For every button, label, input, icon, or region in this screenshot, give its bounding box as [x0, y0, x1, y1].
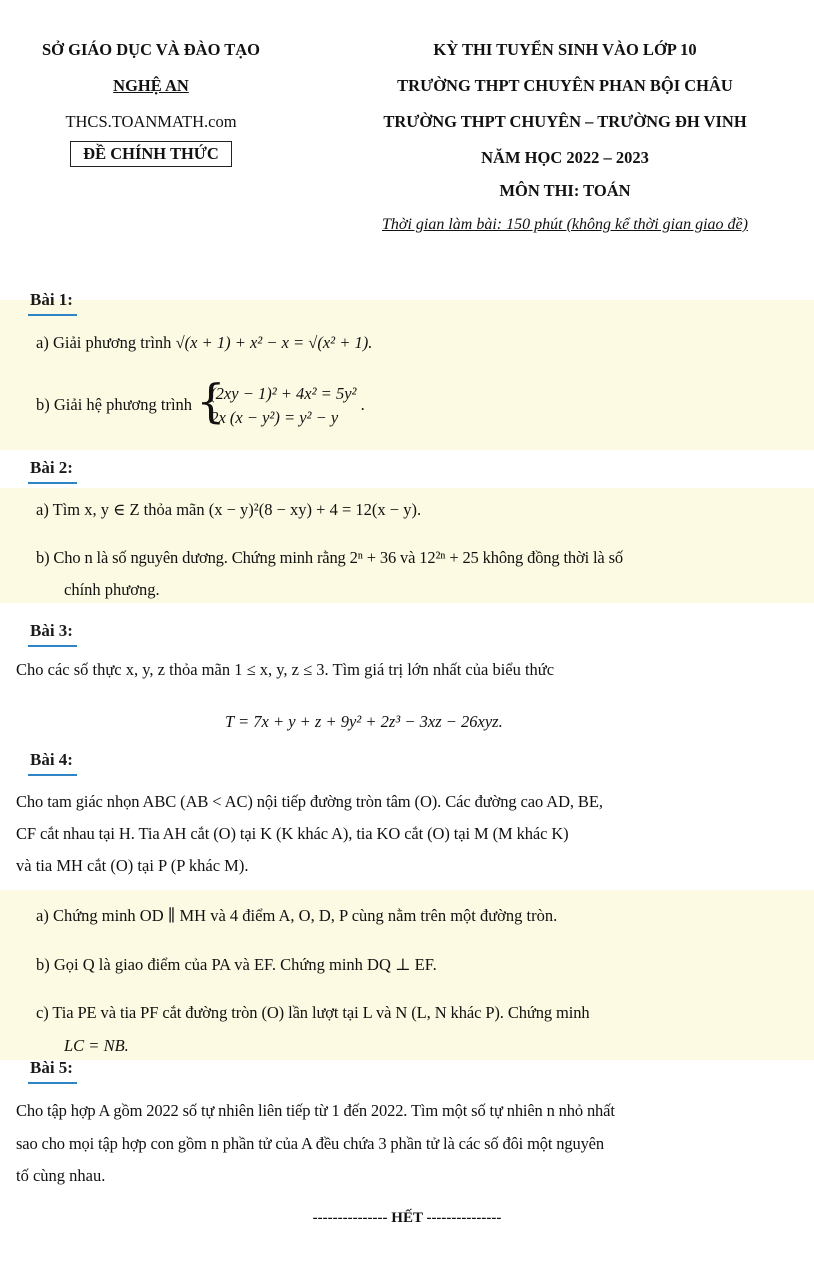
bai4-title: Bài 4: — [30, 750, 73, 769]
bai2-title: Bài 2: — [30, 458, 73, 477]
website-label: THCS.TOANMATH.com — [65, 112, 237, 131]
bai3-title: Bài 3: — [30, 621, 73, 640]
bai4-statement-line3: và tia MH cắt (O) tại P (P khác M). — [16, 856, 249, 875]
bai2-part-b-line2: chính phương. — [64, 580, 160, 599]
bai4-statement-line2: CF cắt nhau tại H. Tia AH cắt (O) tại K (K khác A), tia KO cắt (O) tại M (M khác K) — [16, 824, 569, 843]
bai4-part-b: b) Gọi Q là giao điểm của PA và EF. Chứng minh DQ ⊥ EF. — [36, 955, 437, 974]
exam-header — [0, 0, 814, 250]
bai1-a-equation: √(x + 1) + x² − x = √(x² + 1). — [175, 333, 373, 352]
exam-title: KỲ THI TUYỂN SINH VÀO LỚP 10 — [433, 40, 697, 59]
subject-title: MÔN THI: TOÁN — [499, 181, 631, 200]
department-name: SỞ GIÁO DỤC VÀ ĐÀO TẠO — [41, 40, 261, 59]
province-name: NGHỆ AN — [113, 76, 189, 95]
bai2-part-a: a) Tìm x, y ∈ Z thỏa mãn (x − y)²(8 − xy) + 4 = 12(x − y). — [36, 500, 422, 519]
bai5-statement-line1: Cho tập hợp A gồm 2022 số tự nhiên liên tiếp từ 1 đến 2022. Tìm một số tự nhiên n nhỏ nhất — [16, 1101, 615, 1120]
bai3-statement: Cho các số thực x, y, z thỏa mãn 1 ≤ x, y, z ≤ 3. Tìm giá trị lớn nhất của biểu thức — [16, 660, 555, 679]
bai3-formula: T = 7x + y + z + 9y² + 2z³ − 3xz − 26xyz. — [225, 712, 503, 731]
bai4-statement-line1: Cho tam giác nhọn ABC (AB < AC) nội tiếp đường tròn tâm (O). Các đường cao AD, BE, — [16, 792, 603, 811]
bai1-title: Bài 1: — [30, 290, 73, 309]
end-marker: --------------- HẾT --------------- — [312, 1210, 502, 1226]
bai1-equation-2: 2x (x − y²) = y² − y — [210, 408, 339, 427]
time-allowed: Thời gian làm bài: 150 phút (không kể thời gian giao đề) — [382, 216, 748, 233]
bai2-part-b-line1: b) Cho n là số nguyên dương. Chứng minh rằng 2ⁿ + 36 và 12²ⁿ + 25 không đồng thời là số — [36, 548, 623, 567]
bai1-equation-system — [196, 374, 357, 430]
bai1-equation-1: (2xy − 1)² + 4x² = 5y² — [210, 384, 357, 403]
bai4-part-a: a) Chứng minh OD ∥ MH và 4 điểm A, O, D, P cùng nằm trên một đường tròn. — [36, 906, 558, 925]
bai4-part-c-line2: LC = NB. — [64, 1036, 129, 1055]
school-name-1: TRƯỜNG THPT CHUYÊN PHAN BỘI CHÂU — [397, 76, 733, 95]
bai1-part-a — [36, 333, 372, 353]
bai1-b-end: . — [360, 394, 365, 414]
bai5-statement-line3: tố cùng nhau. — [16, 1166, 106, 1185]
school-year: NĂM HỌC 2022 – 2023 — [481, 148, 649, 167]
school-name-2: TRƯỜNG THPT CHUYÊN – TRƯỜNG ĐH VINH — [383, 112, 747, 131]
bai5-title: Bài 5: — [30, 1058, 73, 1077]
bai1-a-text: a) Giải phương trình — [36, 333, 176, 352]
bai1-part-b — [36, 374, 365, 430]
official-exam-box — [16, 141, 286, 167]
bai1-b-text: b) Giải hệ phương trình — [36, 394, 197, 414]
bai4-part-c-line1: c) Tia PE và tia PF cắt đường tròn (O) lần lượt tại L và N (L, N khác P). Chứng minh — [36, 1003, 590, 1022]
bai5-statement-line2: sao cho mọi tập hợp con gồm n phần tử của A đều chứa 3 phần tử là các số đôi một nguyên — [16, 1134, 604, 1153]
official-exam-label: ĐỀ CHÍNH THỨC — [70, 141, 232, 167]
left-brace-icon: { — [196, 374, 226, 428]
